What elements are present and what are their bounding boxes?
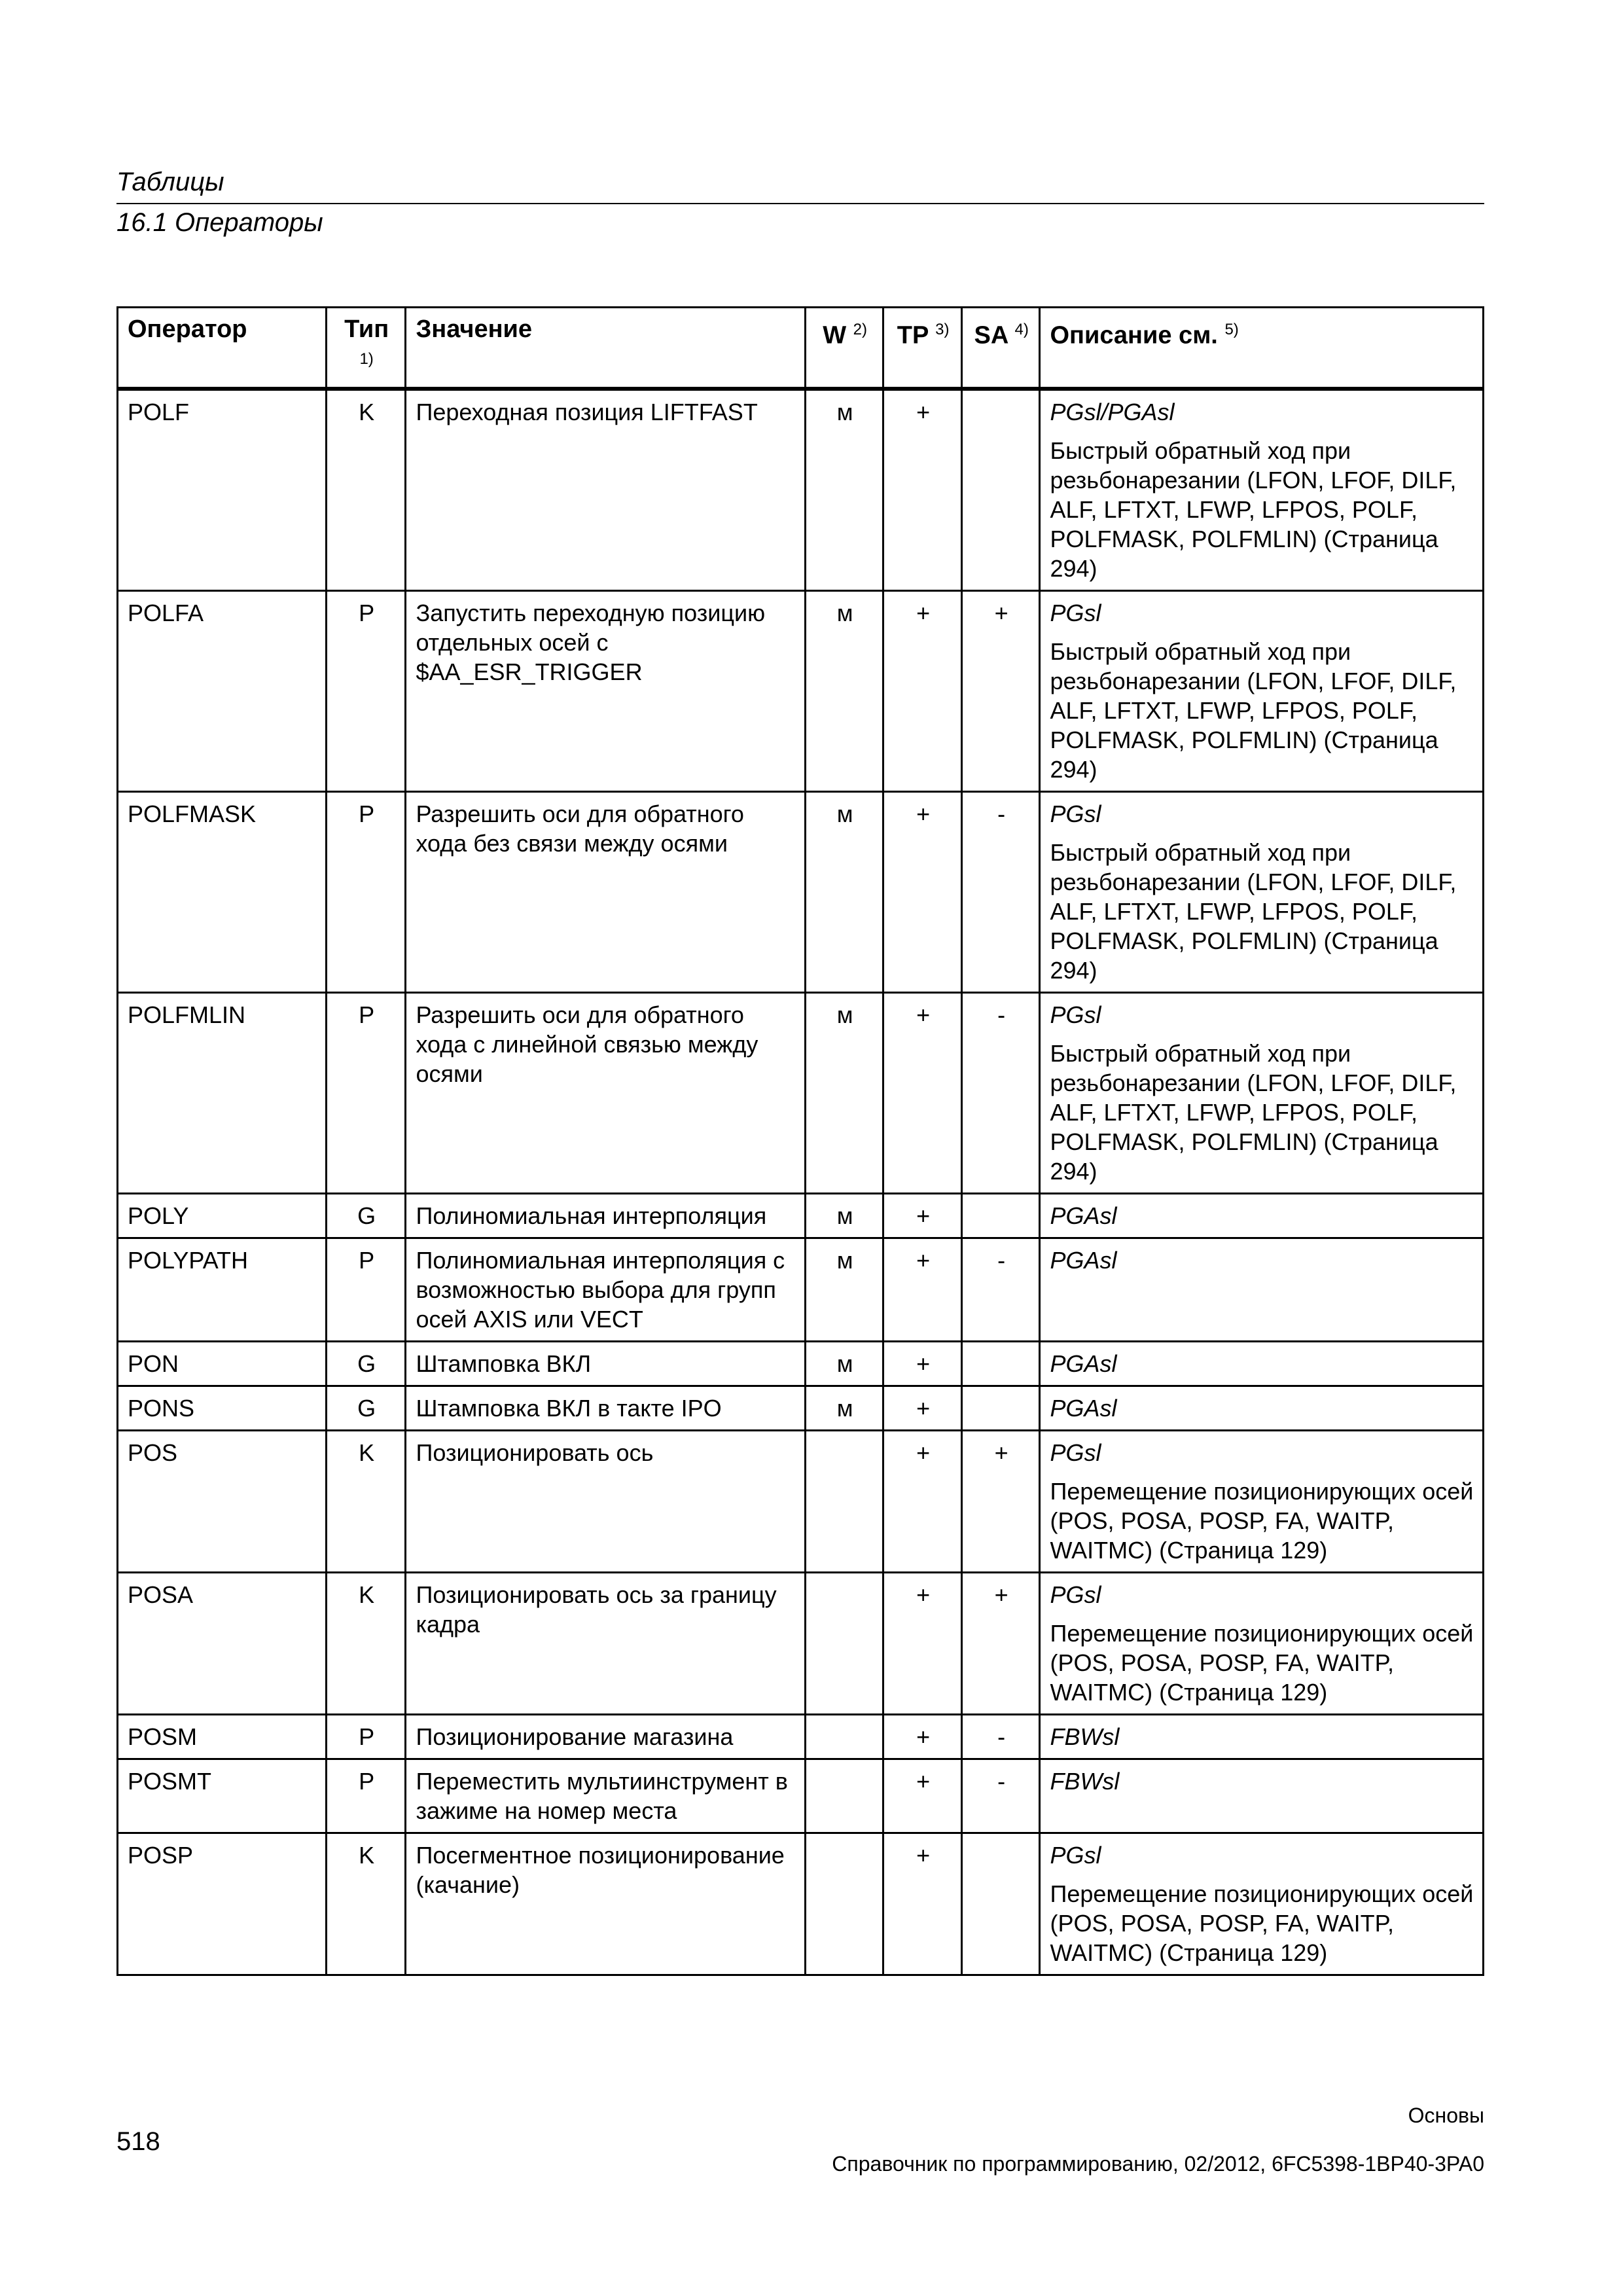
page-footer <box>832 2101 1484 2178</box>
cell-meaning: Полиномиальная интерполяция <box>406 1194 805 1238</box>
cell-description <box>1040 792 1484 993</box>
table-row <box>118 1833 1484 1975</box>
cell-meaning: Запустить переходную позицию отдельных осей с $AA_ESR_TRIGGER <box>406 591 805 792</box>
table-row <box>118 993 1484 1194</box>
cell-meaning: Переместить мультиинструмент в зажиме на номер места <box>406 1759 805 1833</box>
table-row <box>118 1238 1484 1342</box>
cell-sa <box>961 1833 1040 1975</box>
cell-type: G <box>326 1386 406 1431</box>
doc-reference: PGAsl <box>1050 1247 1117 1274</box>
cell-type: P <box>326 792 406 993</box>
operators-table <box>116 306 1484 1976</box>
cell-operator: POLF <box>118 389 327 591</box>
table-row <box>118 792 1484 993</box>
cell-type: G <box>326 1194 406 1238</box>
col-header-operator: Оператор <box>118 308 327 389</box>
col-header-meaning: Значение <box>406 308 805 389</box>
cell-operator: POLYPATH <box>118 1238 327 1342</box>
cell-w: м <box>805 1342 883 1386</box>
cell-operator: POSP <box>118 1833 327 1975</box>
description-text: Перемещение позиционирующих осей (POS, POSA, POSP, FA, WAITP, WAITMC) (Страница 129) <box>1050 1880 1474 1966</box>
cell-tp: + <box>883 1759 962 1833</box>
table-row <box>118 389 1484 591</box>
table-row <box>118 1715 1484 1759</box>
cell-sa: - <box>961 1238 1040 1342</box>
cell-operator: POSMT <box>118 1759 327 1833</box>
cell-type: K <box>326 1573 406 1715</box>
description-text: Быстрый обратный ход при резьбонарезании (LFON, LFOF, DILF, ALF, LFTXT, LFWP, LFPOS, POLF, POLFMASK, POLFMLIN) (Страница 294) <box>1050 1040 1457 1185</box>
cell-operator: POLFMLIN <box>118 993 327 1194</box>
cell-type: P <box>326 1759 406 1833</box>
cell-w <box>805 1759 883 1833</box>
table-row <box>118 1342 1484 1386</box>
cell-type: K <box>326 1431 406 1573</box>
cell-meaning: Штамповка ВКЛ <box>406 1342 805 1386</box>
table-row <box>118 1759 1484 1833</box>
cell-meaning: Штамповка ВКЛ в такте IPO <box>406 1386 805 1431</box>
cell-type: G <box>326 1342 406 1386</box>
table-row <box>118 1194 1484 1238</box>
cell-sa <box>961 1386 1040 1431</box>
cell-sa: + <box>961 1431 1040 1573</box>
cell-tp: + <box>883 389 962 591</box>
cell-sa: - <box>961 993 1040 1194</box>
cell-w <box>805 1833 883 1975</box>
table-row <box>118 1431 1484 1573</box>
cell-type: P <box>326 1715 406 1759</box>
cell-operator: POS <box>118 1431 327 1573</box>
table-header-row <box>118 308 1484 389</box>
footer-book-title: Основы <box>1408 2104 1484 2127</box>
cell-sa: + <box>961 591 1040 792</box>
cell-tp: + <box>883 1431 962 1573</box>
table-row <box>118 1386 1484 1431</box>
cell-operator: PON <box>118 1342 327 1386</box>
cell-meaning: Позиционировать ось <box>406 1431 805 1573</box>
cell-operator: POLY <box>118 1194 327 1238</box>
description-text: Перемещение позиционирующих осей (POS, POSA, POSP, FA, WAITP, WAITMC) (Страница 129) <box>1050 1620 1474 1706</box>
doc-reference: FBWsl <box>1050 1723 1120 1750</box>
cell-tp: + <box>883 1342 962 1386</box>
cell-type: K <box>326 1833 406 1975</box>
cell-tp: + <box>883 1715 962 1759</box>
cell-description <box>1040 1386 1484 1431</box>
cell-sa <box>961 1194 1040 1238</box>
description-text: Перемещение позиционирующих осей (POS, POSA, POSP, FA, WAITP, WAITMC) (Страница 129) <box>1050 1478 1474 1564</box>
doc-reference: PGsl/PGAsl <box>1050 399 1175 425</box>
table-row <box>118 1573 1484 1715</box>
cell-description <box>1040 591 1484 792</box>
cell-operator: POSM <box>118 1715 327 1759</box>
page-number: 518 <box>116 2127 160 2156</box>
cell-w: м <box>805 1238 883 1342</box>
cell-description <box>1040 1573 1484 1715</box>
doc-reference: PGAsl <box>1050 1350 1117 1377</box>
col-header-type: Тип $^{1)}$ <box>326 308 406 389</box>
doc-reference: PGsl <box>1050 800 1101 827</box>
cell-operator: PONS <box>118 1386 327 1431</box>
cell-meaning: Разрешить оси для обратного хода без связи между осями <box>406 792 805 993</box>
cell-type: P <box>326 993 406 1194</box>
cell-description <box>1040 1759 1484 1833</box>
cell-type: P <box>326 591 406 792</box>
cell-description <box>1040 1715 1484 1759</box>
cell-operator: POSA <box>118 1573 327 1715</box>
cell-sa: - <box>961 1715 1040 1759</box>
doc-reference: FBWsl <box>1050 1768 1120 1795</box>
footer-publication: Справочник по программированию, 02/2012, 6FC5398-1BP40-3PA0 <box>832 2152 1484 2176</box>
cell-type: P <box>326 1238 406 1342</box>
col-header-w: W $^{2)}$ <box>805 308 883 389</box>
cell-w: м <box>805 1386 883 1431</box>
doc-reference: PGAsl <box>1050 1395 1117 1422</box>
section-title: 16.1 Операторы <box>116 208 323 237</box>
cell-description <box>1040 1342 1484 1386</box>
col-header-sa: SA $^{4)}$ <box>961 308 1040 389</box>
cell-description <box>1040 1833 1484 1975</box>
col-header-description: Описание см. $^{5)}$ <box>1040 308 1484 389</box>
cell-sa <box>961 1342 1040 1386</box>
cell-w: м <box>805 993 883 1194</box>
cell-meaning: Полиномиальная интерполяция с возможностью выбора для групп осей AXIS или VECT <box>406 1238 805 1342</box>
cell-meaning: Посегментное позиционирование (качание) <box>406 1833 805 1975</box>
cell-w: м <box>805 792 883 993</box>
cell-tp: + <box>883 1238 962 1342</box>
doc-reference: PGsl <box>1050 1581 1101 1608</box>
cell-w <box>805 1715 883 1759</box>
table-row <box>118 591 1484 792</box>
cell-description <box>1040 1194 1484 1238</box>
cell-description <box>1040 1431 1484 1573</box>
cell-sa <box>961 389 1040 591</box>
cell-tp: + <box>883 591 962 792</box>
col-header-tp: TP $^{3)}$ <box>883 308 962 389</box>
running-header <box>116 164 1484 204</box>
cell-sa: - <box>961 792 1040 993</box>
cell-operator: POLFMASK <box>118 792 327 993</box>
description-text: Быстрый обратный ход при резьбонарезании (LFON, LFOF, DILF, ALF, LFTXT, LFWP, LFPOS, POLF, POLFMASK, POLFMLIN) (Страница 294) <box>1050 638 1457 783</box>
cell-tp: + <box>883 1573 962 1715</box>
cell-meaning: Переходная позиция LIFTFAST <box>406 389 805 591</box>
cell-w: м <box>805 591 883 792</box>
cell-tp: + <box>883 1386 962 1431</box>
cell-type: K <box>326 389 406 591</box>
doc-reference: PGsl <box>1050 1439 1101 1466</box>
doc-reference: PGsl <box>1050 600 1101 626</box>
table-body <box>118 389 1484 1975</box>
cell-w <box>805 1573 883 1715</box>
cell-description <box>1040 993 1484 1194</box>
cell-operator: POLFA <box>118 591 327 792</box>
chapter-title: Таблицы <box>116 168 224 196</box>
doc-reference: PGAsl <box>1050 1202 1117 1229</box>
cell-w: м <box>805 1194 883 1238</box>
cell-sa: - <box>961 1759 1040 1833</box>
doc-reference: PGsl <box>1050 1001 1101 1028</box>
description-text: Быстрый обратный ход при резьбонарезании (LFON, LFOF, DILF, ALF, LFTXT, LFWP, LFPOS, POLF, POLFMASK, POLFMLIN) (Страница 294) <box>1050 437 1457 582</box>
description-text: Быстрый обратный ход при резьбонарезании (LFON, LFOF, DILF, ALF, LFTXT, LFWP, LFPOS, POLF, POLFMASK, POLFMLIN) (Страница 294) <box>1050 839 1457 984</box>
cell-meaning: Позиционирование магазина <box>406 1715 805 1759</box>
cell-tp: + <box>883 1833 962 1975</box>
cell-sa: + <box>961 1573 1040 1715</box>
cell-description <box>1040 389 1484 591</box>
cell-w <box>805 1431 883 1573</box>
cell-meaning: Позиционировать ось за границу кадра <box>406 1573 805 1715</box>
cell-w: м <box>805 389 883 591</box>
cell-tp: + <box>883 993 962 1194</box>
cell-tp: + <box>883 792 962 993</box>
cell-description <box>1040 1238 1484 1342</box>
doc-reference: PGsl <box>1050 1842 1101 1869</box>
cell-meaning: Разрешить оси для обратного хода с линейной связью между осями <box>406 993 805 1194</box>
cell-tp: + <box>883 1194 962 1238</box>
